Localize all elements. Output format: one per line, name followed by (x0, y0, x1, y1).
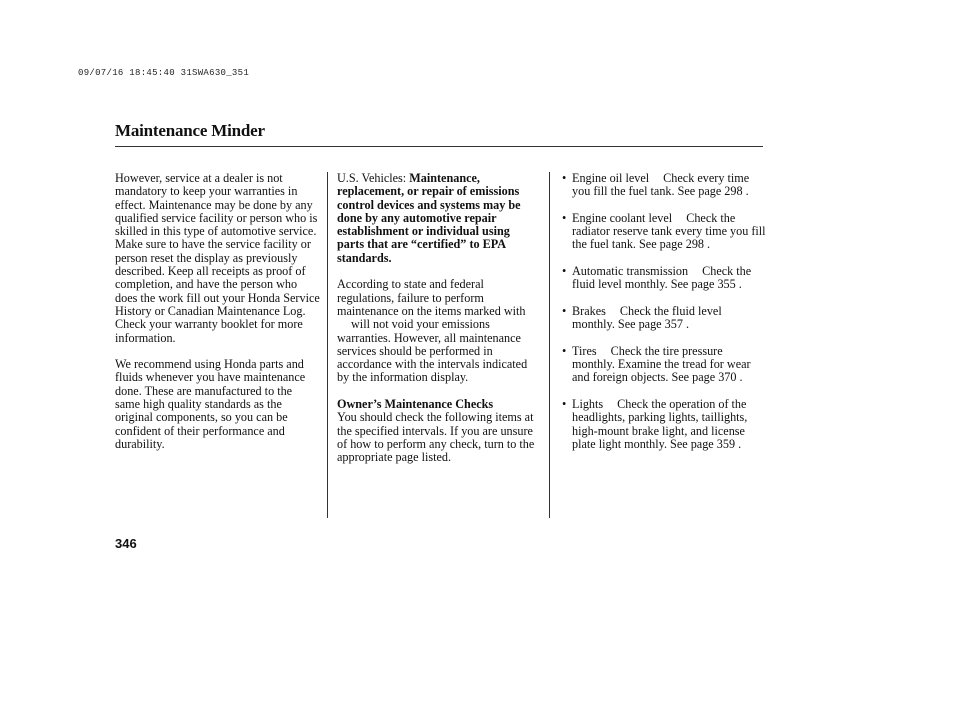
check-item: • Engine coolant level Check the radiator reserve tank every time you fill the fuel tank. See page 298 . (562, 210, 766, 252)
check-item-desc: Check the fluid level monthly. See page (572, 264, 752, 292)
check-item-name: Brakes (572, 303, 606, 318)
check-item: • Tires Check the tire pressure monthly. Examine the tread for wear and foreign objects. See page 370 . (562, 343, 751, 385)
page-reference[interactable]: 298 (724, 184, 743, 199)
honda-parts-paragraph: We recommend using Honda parts and fluids whenever you have maintenance done. These are manufactured to the same high quality standards as the original components, so you can be confident of their performance and durability. (115, 357, 306, 451)
page-reference[interactable]: 298 (685, 237, 704, 252)
us-vehicles-lead: U.S. Vehicles: (337, 171, 407, 185)
column-left (115, 172, 320, 465)
check-item-name: Engine coolant level (572, 210, 673, 225)
page-number: 346 (115, 536, 137, 551)
check-item-desc: Check the fluid level monthly. See page (572, 303, 722, 332)
check-item-name: Automatic transmission (572, 264, 689, 279)
bullet: • (562, 210, 567, 225)
column-right (562, 172, 767, 465)
check-item-name: Lights (572, 397, 604, 412)
check-item-desc: Check every time you fill the fuel tank. See page (572, 171, 750, 199)
page-title: Maintenance Minder (115, 121, 265, 140)
print-timestamp: 09/07/16 18:45:40 31SWA630_351 (78, 68, 250, 78)
check-item: • Lights Check the operation of the headlights, parking lights, taillights, high-mount brake light, and license plate light monthly. See page 359 . (562, 397, 748, 451)
column-divider-2 (549, 172, 550, 518)
epa-statement: Maintenance, replacement, or repair of emissions control devices and systems may be done by any automotive repair establishment or individual using parts that are “certified” to EPA standards. (337, 171, 521, 265)
page-reference[interactable]: 357 (664, 317, 683, 332)
bullet: • (562, 303, 567, 318)
check-item-name: Engine oil level (572, 171, 650, 185)
bullet: • (562, 343, 567, 358)
check-item: • Engine oil level Check every time you fill the fuel tank. See page 298 . (562, 171, 750, 199)
regulations-text-a: According to state and federal regulations, failure to perform maintenance on the items marked with (337, 277, 526, 318)
section-heading: Owner’s Maintenance Checks (337, 397, 494, 412)
page-reference[interactable]: 359 (716, 436, 736, 451)
checks-intro-paragraph: You should check the following items at the specified intervals. If you are unsure of how to perform any check, turn to the appropriate page listed. (337, 410, 535, 465)
column-middle (337, 172, 537, 478)
check-item-desc: Check the tire pressure monthly. Examine the tread for wear and foreign objects. See page (572, 343, 751, 385)
bullet: • (562, 397, 567, 412)
column-divider-1 (327, 172, 328, 518)
us-vehicles-paragraph (337, 172, 537, 265)
check-item-desc: Check the operation of the headlights, parking lights, taillights, high-mount brake light, and license plate light monthly. See page (572, 397, 748, 451)
regulations-text-b: will not void your emissions warranties. However, all maintenance services should be performed in accordance with the intervals indicated by the information display. (337, 317, 528, 385)
check-item-name: Tires (572, 343, 597, 358)
title-divider (115, 146, 763, 147)
bullet: • (562, 264, 567, 279)
page-reference[interactable]: 370 (718, 370, 737, 385)
check-item: • Automatic transmission Check the fluid level monthly. See page 355 . (562, 264, 752, 292)
regulations-paragraph (337, 278, 537, 384)
bullet: • (562, 171, 567, 185)
dealer-service-paragraph: However, service at a dealer is not mandatory to keep your warranties in effect. Maintenance may be done by any qualified service facility or person who is skilled in this type of automotive service. Make sure to have the service facility or person reset the display as previously described. Keep all receipts as proof of completion, and have the person who does the work fill out your Honda Service History or Canadian Maintenance Log. Check your warranty booklet for more information. (115, 171, 320, 345)
check-item: • Brakes Check the fluid level monthly. See page 357 . (562, 303, 722, 332)
page-reference[interactable]: 355 (717, 277, 736, 292)
check-item-desc: Check the radiator reserve tank every time you fill the fuel tank. See page (572, 210, 766, 252)
